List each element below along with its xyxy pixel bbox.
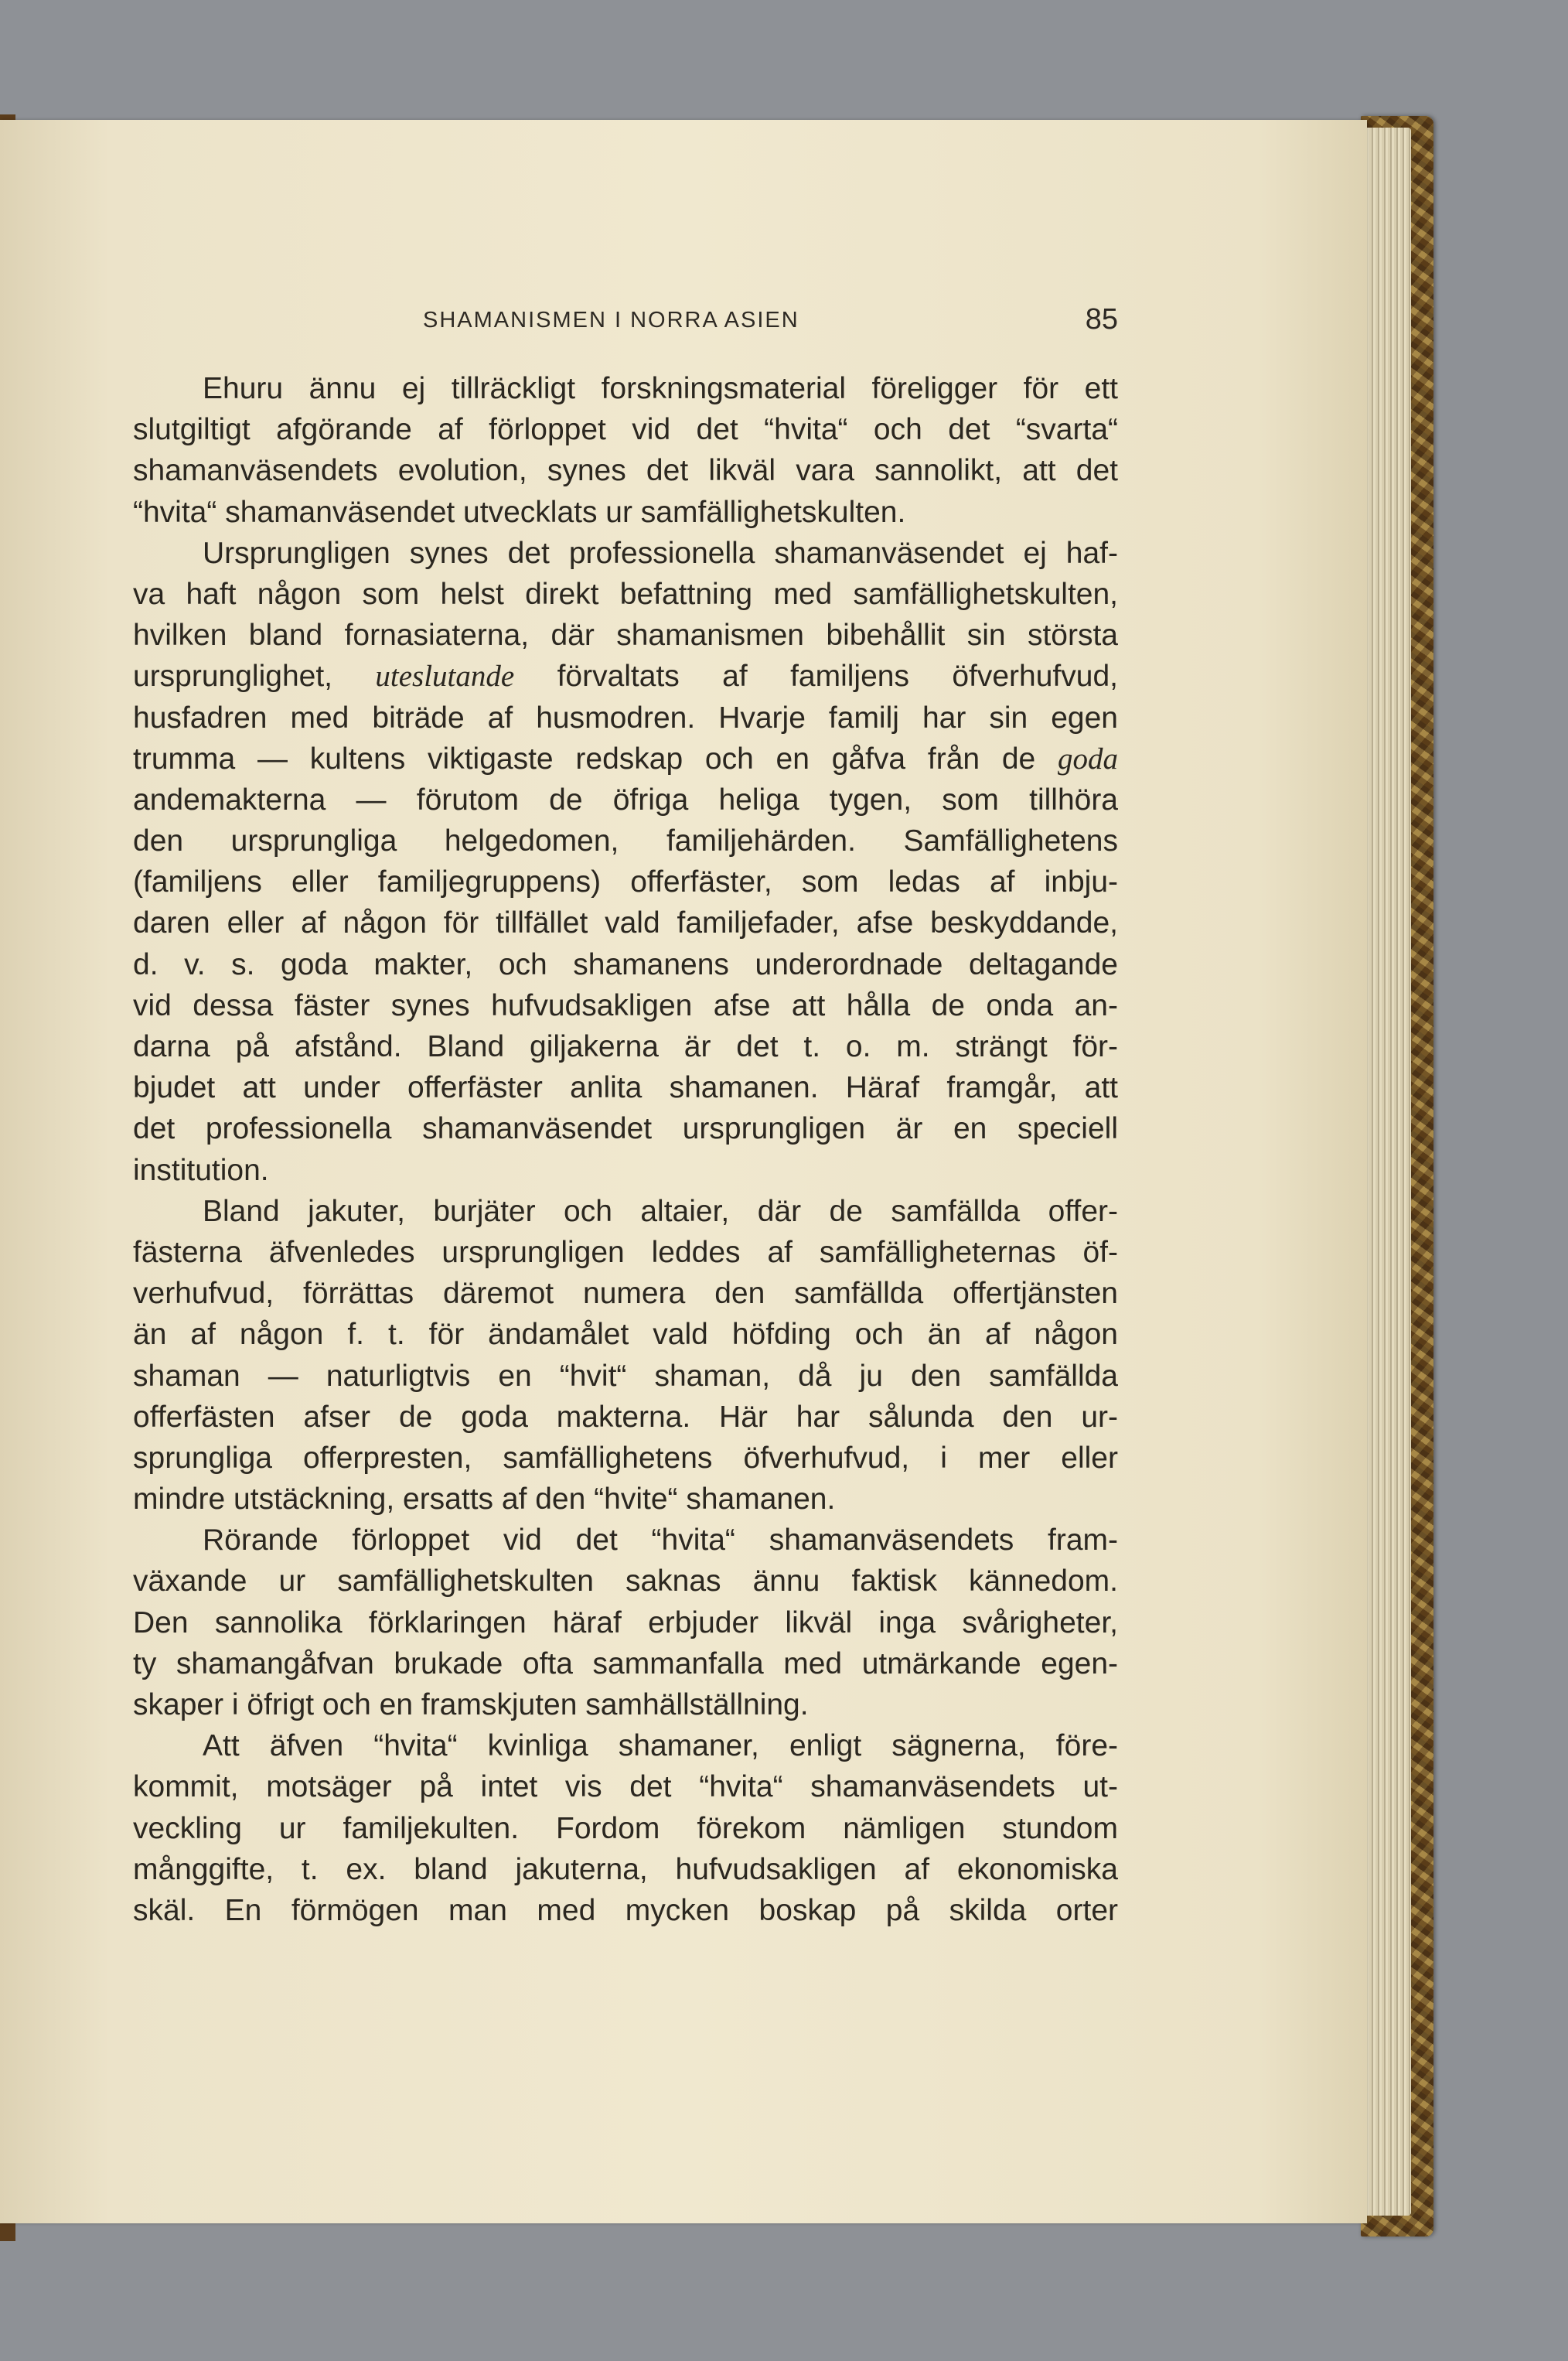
text-segment: mindre utstäckning, ersatts af den “hvite“ shamanen. <box>133 1482 836 1517</box>
text-line <box>133 1808 1118 1849</box>
text-segment: fästerna äfvenledes ursprungligen leddes af samfälligheternas öf- <box>133 1235 1118 1269</box>
text-segment: skäl. En förmögen man med mycken boskap på skilda orter <box>133 1893 1118 1927</box>
text-line <box>133 656 1118 697</box>
italic-word: goda <box>1058 742 1118 776</box>
text-line <box>133 1108 1118 1149</box>
text-line <box>133 902 1118 943</box>
text-line <box>133 1067 1118 1108</box>
text-segment: månggifte, t. ex. bland jakuterna, hufvudsakligen af ekonomiska <box>133 1852 1118 1886</box>
text-segment: offerfästen afser de goda makterna. Här har sålunda den ur- <box>133 1400 1118 1434</box>
text-line <box>133 1438 1118 1479</box>
text-line <box>133 1397 1118 1438</box>
text-segment: institution. <box>133 1153 269 1187</box>
text-line <box>133 1232 1118 1273</box>
text-segment: shamanväsendets evolution, synes det likväl vara sannolikt, att det <box>133 454 1118 488</box>
text-segment: Ursprungligen synes det professionella shamanväsendet ej haf- <box>203 536 1118 570</box>
text-line <box>133 1479 1118 1520</box>
italic-word: uteslutande <box>375 660 515 694</box>
text-line <box>133 1849 1118 1890</box>
text-segment: verhufvud, förrättas däremot numera den samfällda offertjänsten <box>133 1277 1118 1311</box>
text-segment: den ursprungliga helgedomen, familjehärden. Samfällighetens <box>133 824 1118 858</box>
text-segment: “hvita“ shamanväsendet utvecklats ur samfällighetskulten. <box>133 495 906 529</box>
text-line <box>133 1273 1118 1314</box>
text-segment: än af någon f. t. för ändamålet vald höfding och än af någon <box>133 1318 1118 1352</box>
text-segment: ty shamangåfvan brukade ofta sammanfalla med utmärkande egen- <box>133 1646 1118 1680</box>
text-line <box>133 492 1118 533</box>
text-segment: Ehuru ännu ej tillräckligt forskningsmaterial föreligger för ett <box>203 372 1118 405</box>
text-line <box>133 1890 1118 1931</box>
text-line <box>133 615 1118 656</box>
text-line <box>133 368 1118 409</box>
text-line <box>133 1026 1118 1067</box>
text-line <box>133 698 1118 739</box>
text-line <box>133 739 1118 780</box>
text-line <box>133 1766 1118 1807</box>
text-segment: hvilken bland fornasiaterna, där shamanismen bibehållit sin största <box>133 619 1118 653</box>
text-line <box>133 533 1118 574</box>
text-line <box>133 1191 1118 1232</box>
text-line <box>133 1150 1118 1191</box>
text-segment: växande ur samfällighetskulten saknas ännu faktisk kännedom. <box>133 1564 1118 1598</box>
text-line <box>133 1356 1118 1397</box>
text-line <box>133 985 1118 1026</box>
text-segment: Att äfven “hvita“ kvinliga shamaner, enligt sägnerna, före- <box>203 1729 1118 1763</box>
text-line <box>133 409 1118 450</box>
text-segment: Rörande förloppet vid det “hvita“ shamanväsendets fram- <box>203 1523 1118 1558</box>
text-segment: veckling ur familjekulten. Fordom förekom nämligen stundom <box>133 1811 1118 1845</box>
page-header <box>133 303 1118 339</box>
text-segment: d. v. s. goda makter, och shamanens underordnade deltagande <box>133 947 1118 981</box>
text-segment: va haft någon som helst direkt befattning med samfällighetskulten, <box>133 577 1118 611</box>
text-segment: darna på afstånd. Bland giljakerna är det t. o. m. strängt för- <box>133 1030 1118 1063</box>
text-segment: (familjens eller familjegruppens) offerfäster, som ledas af inbju- <box>133 865 1118 899</box>
page-number: 85 <box>1085 303 1118 336</box>
text-line <box>133 1314 1118 1355</box>
text-segment: andemakterna — förutom de öfriga heliga tygen, som tillhöra <box>133 783 1118 817</box>
text-segment: slutgiltigt afgörande af förloppet vid det “hvita“ och det “svarta“ <box>133 413 1118 447</box>
text-line <box>133 1561 1118 1602</box>
text-line <box>133 1725 1118 1766</box>
text-segment: vid dessa fäster synes hufvudsakligen afse att hålla de onda an- <box>133 988 1118 1022</box>
text-segment: Den sannolika förklaringen häraf erbjuder likväl inga svårigheter, <box>133 1605 1118 1639</box>
body-text <box>133 368 1118 1931</box>
text-line <box>133 1520 1118 1561</box>
text-segment: skaper i öfrigt och en framskjuten samhällställning. <box>133 1688 809 1721</box>
text-segment: trumma — kultens viktigaste redskap och en gåfva från de <box>133 742 1058 776</box>
text-segment: bjudet att under offerfäster anlita shamanen. Häraf framgår, att <box>133 1071 1118 1105</box>
text-line <box>133 574 1118 615</box>
text-segment: husfadren med biträde af husmodren. Hvarje familj har sin egen <box>133 701 1118 735</box>
text-segment: Bland jakuter, burjäter och altaier, där de samfällda offer- <box>203 1194 1118 1228</box>
text-line <box>133 1602 1118 1643</box>
text-segment: förvaltats af familjens öfverhufvud, <box>514 660 1118 694</box>
text-line <box>133 1684 1118 1725</box>
text-segment: det professionella shamanväsendet ursprungligen är en speciell <box>133 1112 1118 1146</box>
text-segment: kommit, motsäger på intet vis det “hvita“ shamanväsendets ut- <box>133 1770 1118 1804</box>
text-segment: ursprunglighet, <box>133 660 376 694</box>
text-line <box>133 821 1118 861</box>
text-line <box>133 780 1118 821</box>
text-line <box>133 450 1118 491</box>
text-line <box>133 944 1118 985</box>
text-segment: daren eller af någon för tillfället vald familjefader, afse beskyddande, <box>133 906 1118 940</box>
text-line <box>133 1643 1118 1684</box>
text-segment: sprungliga offerpresten, samfällighetens öfverhufvud, i mer eller <box>133 1441 1118 1475</box>
running-head: SHAMANISMEN I NORRA ASIEN <box>423 308 799 333</box>
text-line <box>133 861 1118 902</box>
text-segment: shaman — naturligtvis en “hvit“ shaman, då ju den samfällda <box>133 1359 1118 1393</box>
